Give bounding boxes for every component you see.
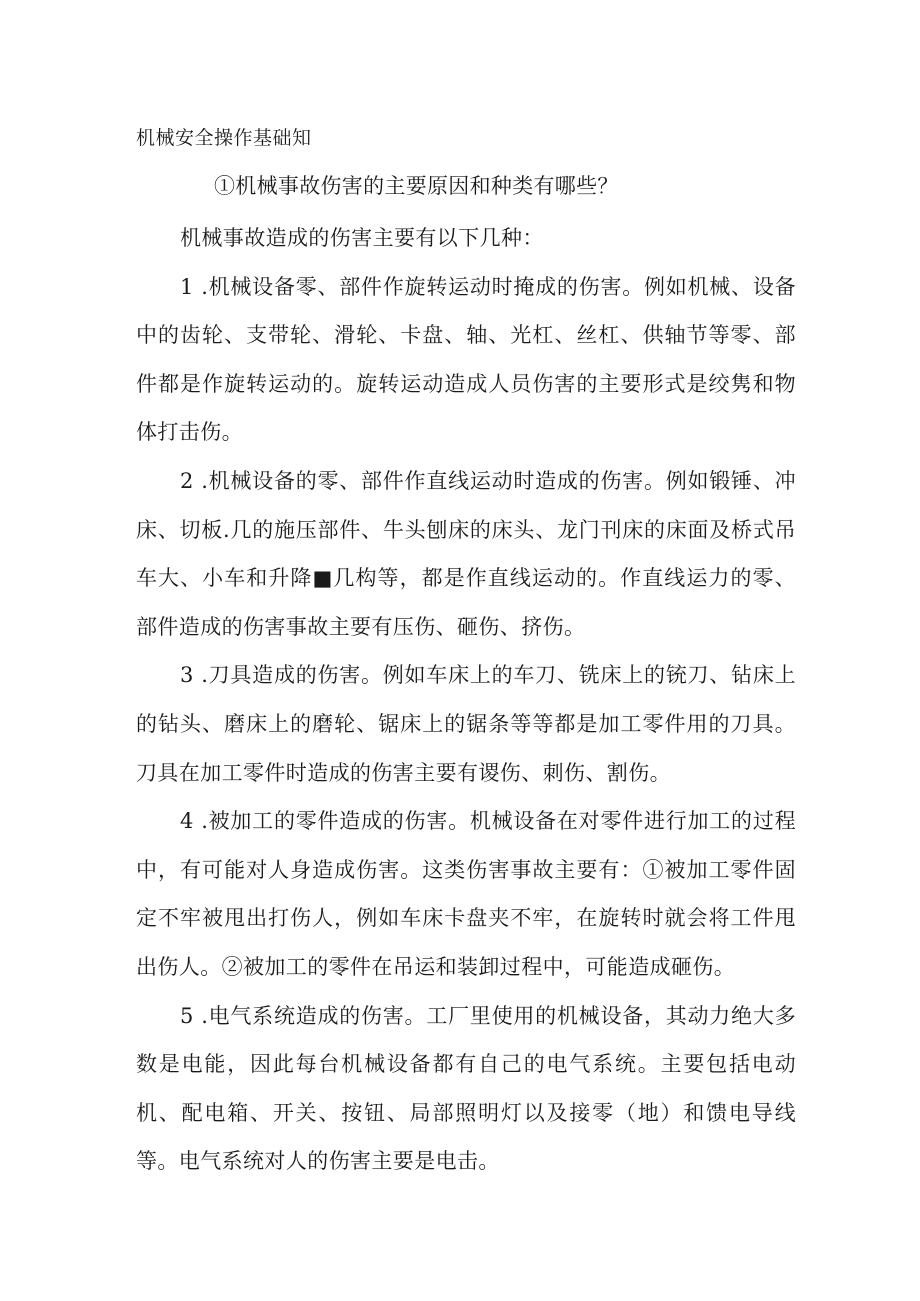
document-body — [136, 214, 796, 1186]
intro-paragraph: 机械事故造成的伤害主要有以下几种： — [180, 226, 544, 250]
list-item: 4 .被加工的零件造成的伤害。机械设备在对零件进行加工的过程中，有可能对人身造成伤害。这类伤害事故主要有：①被加工零件固定不牢被甩出打伤人，例如车床卡盘夹不牢，在旋转时就会将工件甩出伤人。②被加工的零件在吊运和装卸过程中，可能造成砸伤。 — [136, 809, 796, 979]
list-item: 3 .刀具造成的伤害。例如车床上的车刀、铣床上的铳刀、钻床上的钻头、磨床上的磨轮、锯床上的锯条等等都是加工零件用的刀具。刀具在加工零件时造成的伤害主要有谡伤、刺伤、割伤。 — [136, 663, 796, 785]
list-item: 1 .机械设备零、部件作旋转运动时掩成的伤害。例如机械、设备中的齿轮、支带轮、滑轮、卡盘、轴、光杠、丝杠、供轴节等零、部件都是作旋转运动的。旋转运动造成人员伤害的主要形式是绞隽和物体打击伤。 — [136, 274, 796, 445]
list-item: 2 .机械设备的零、部件作直线运动时造成的伤害。例如锻锤、冲床、切板.几的施压部件、牛头刨床的床头、龙门刊床的床面及桥式吊车大、小车和升降■几构等，都是作直线运动的。作直线运力的零、部件造成的伤害事故主要有压伤、砸伤、挤伤。 — [136, 468, 796, 639]
document-title: 机械安全操作基础知 — [136, 127, 312, 149]
question-heading: ①机械事故伤害的主要原因和种类有哪些？ — [214, 174, 619, 198]
list-item: 5 .电气系统造成的伤害。工厂里使用的机械设备，其动力绝大多数是电能，因此每台机械设备都有自己的电气系统。主要包括电动机、配电箱、开关、按钮、局部照明灯以及接零（地）和馈电导线等。电气系统对人的伤害主要是电击。 — [136, 1003, 796, 1174]
